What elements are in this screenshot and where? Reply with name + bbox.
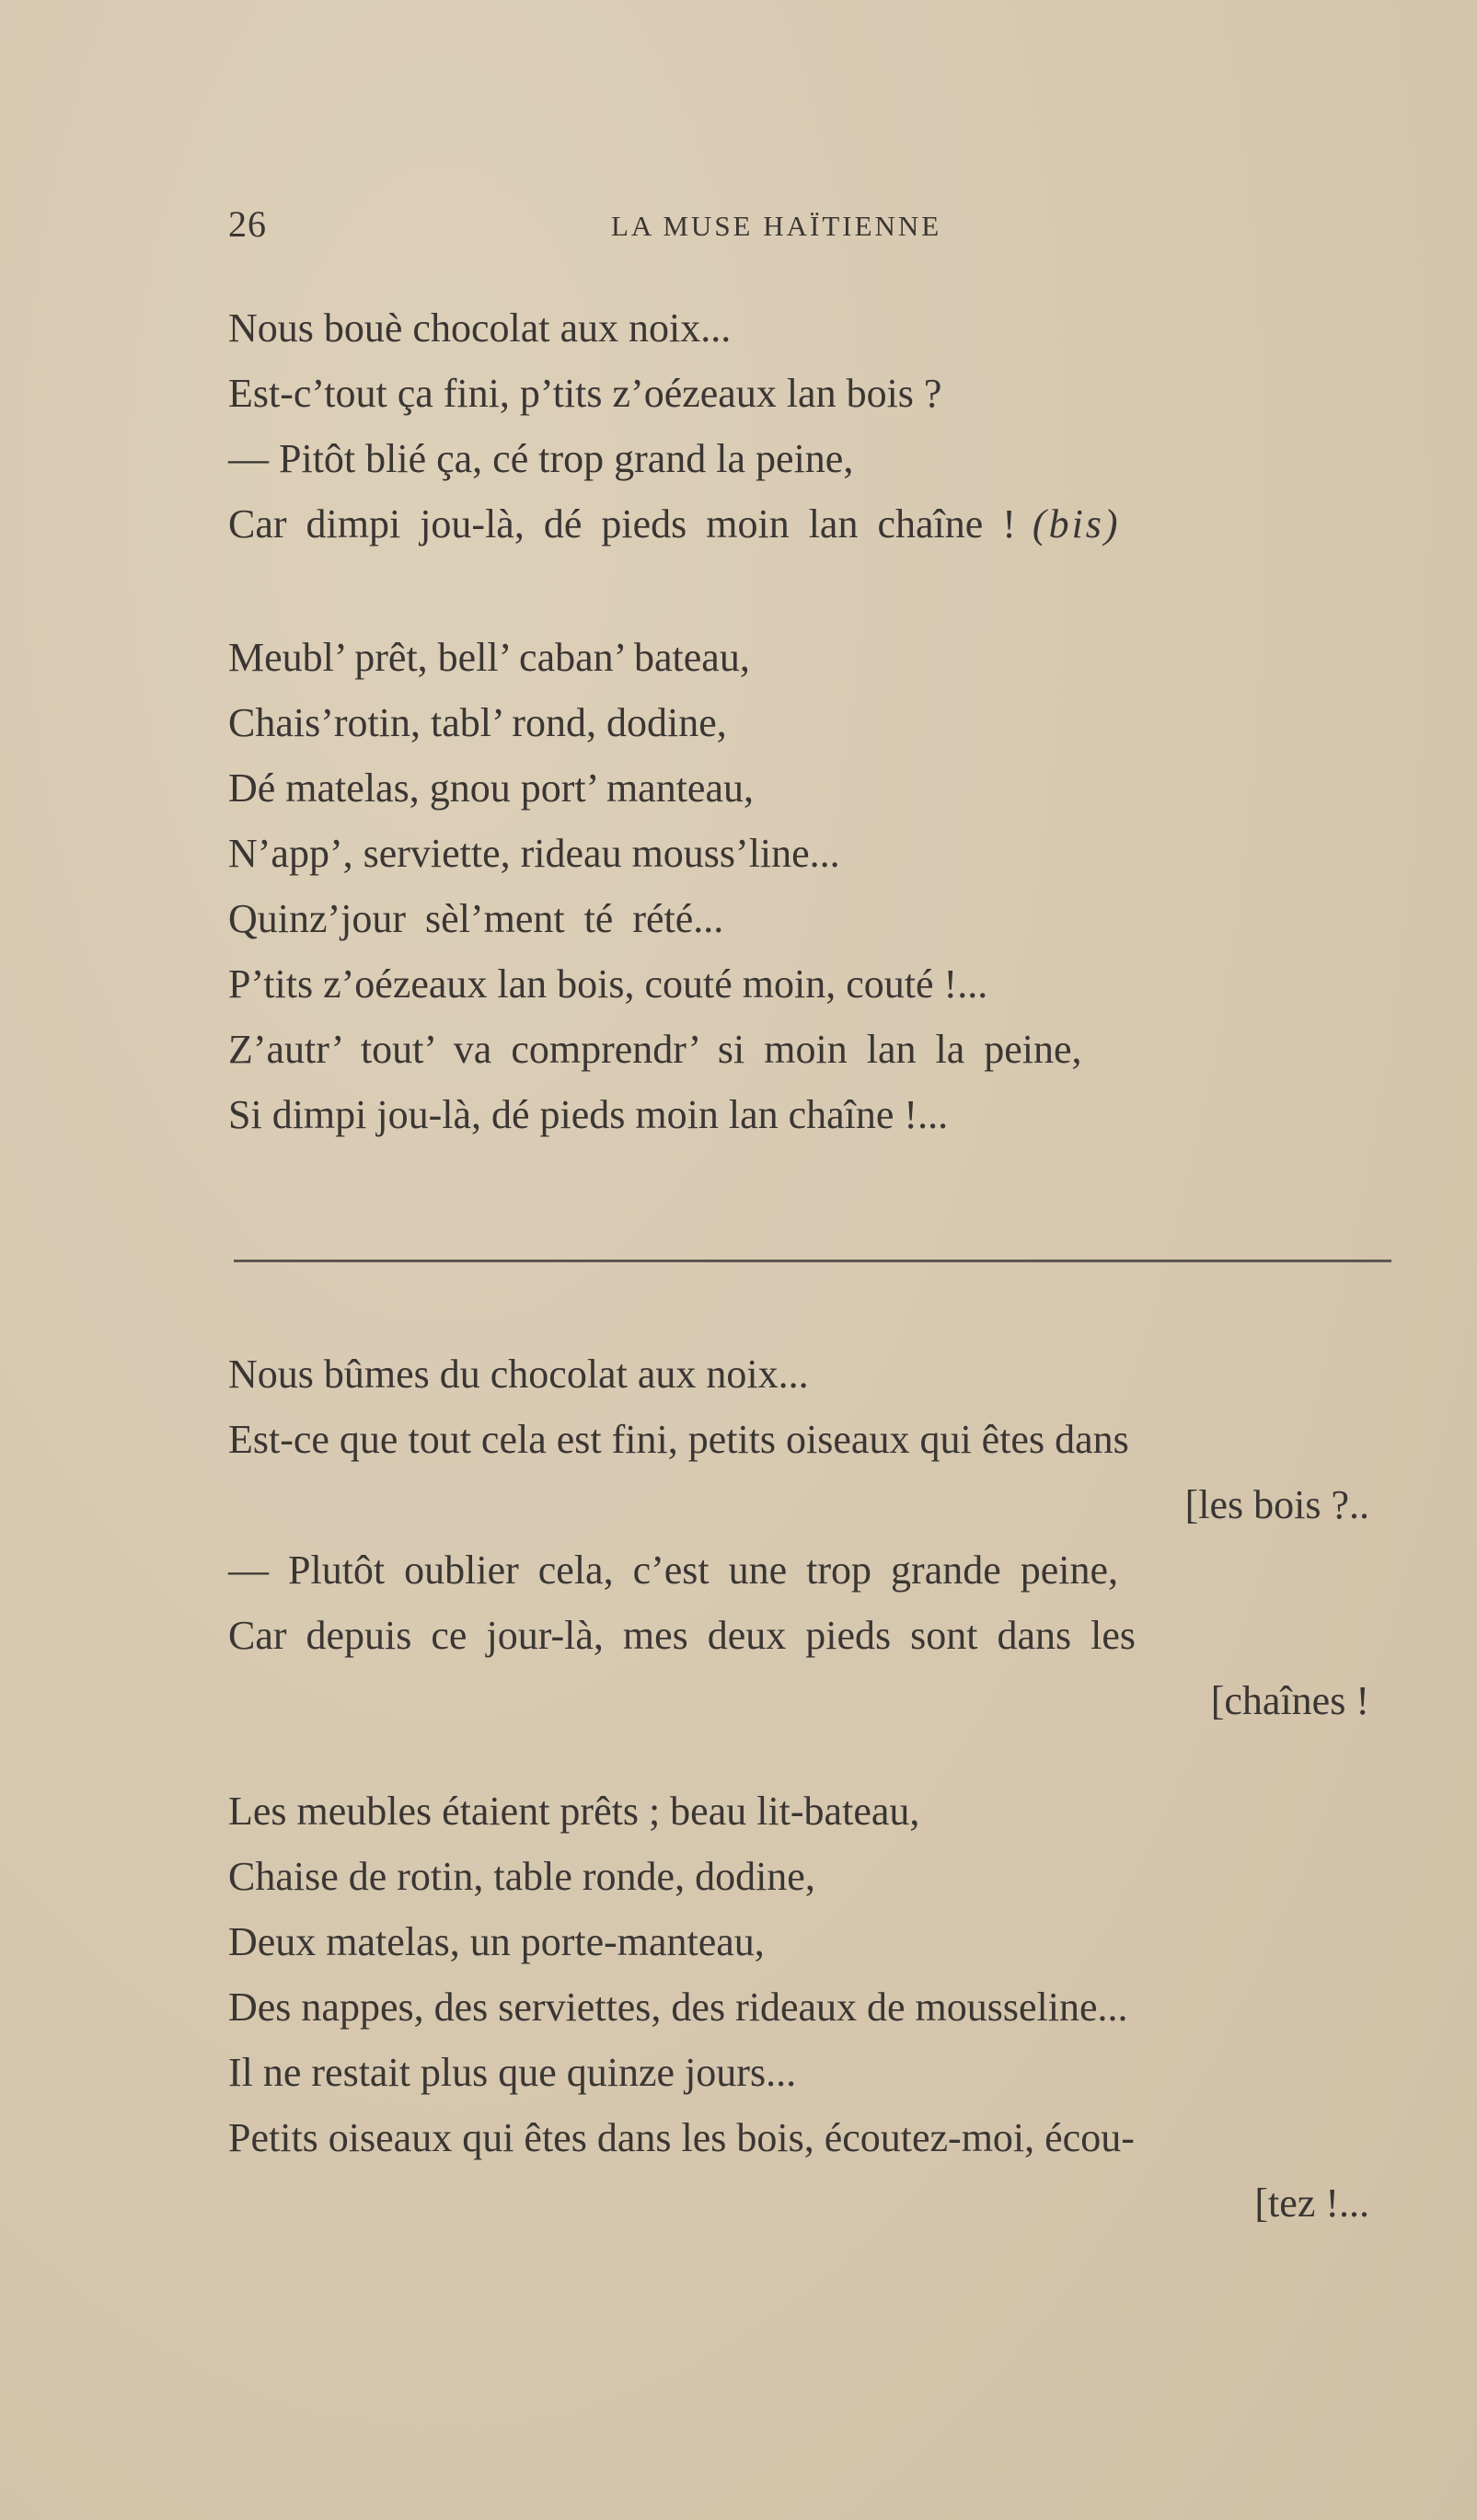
poem-line bbox=[228, 491, 1406, 557]
section-divider bbox=[234, 1260, 1391, 1262]
poem-line: Les meubles étaient prêts ; beau lit-bateau, bbox=[228, 1789, 920, 1834]
page-header bbox=[228, 202, 1397, 258]
creole-stanza-2 bbox=[228, 625, 1406, 1147]
poem-line: — Plutôt oublier cela, c’est une trop grande peine, bbox=[228, 1548, 1119, 1593]
poem-line: N’app’, serviette, rideau mouss’line... bbox=[228, 831, 840, 876]
bis-marker: (bis) bbox=[1032, 501, 1121, 547]
poem-line-continuation: [tez !... bbox=[1254, 2181, 1369, 2226]
poem-line: Meubl’ prêt, bell’ caban’ bateau, bbox=[228, 635, 750, 680]
translation-stanza-2 bbox=[228, 1778, 1406, 2236]
poem-line: Nous bouè chocolat aux noix... bbox=[228, 305, 732, 351]
poem-line: Chaise de rotin, table ronde, dodine, bbox=[228, 1854, 815, 1899]
poem-line: Il ne restait plus que quinze jours... bbox=[228, 2050, 797, 2095]
creole-stanza-1 bbox=[228, 295, 1406, 557]
running-title: LA MUSE HAÏTIENNE bbox=[611, 210, 942, 242]
page-number: 26 bbox=[228, 203, 267, 245]
poem-line: — Pitôt blié ça, cé trop grand la peine, bbox=[228, 436, 854, 481]
poem-line: Si dimpi jou-là, dé pieds moin lan chaîne !... bbox=[228, 1092, 949, 1137]
poem-line-continuation: [les bois ?.. bbox=[1184, 1482, 1369, 1527]
poem-line: Petits oiseaux qui êtes dans les bois, écoutez-moi, écou- bbox=[228, 2115, 1135, 2160]
poem-line: Dé matelas, gnou port’ manteau, bbox=[228, 765, 754, 811]
translation-stanza-1 bbox=[228, 1341, 1406, 1733]
poem-line: P’tits z’oézeaux lan bois, couté moin, couté !... bbox=[228, 961, 988, 1007]
poem-line: Deux matelas, un porte-manteau, bbox=[228, 1919, 765, 1964]
poem-line-continuation: [chaînes ! bbox=[1210, 1678, 1369, 1723]
poem-line: Est-c’tout ça fini, p’tits z’oézeaux lan bois ? bbox=[228, 371, 942, 416]
poem-line: Quinz’jour sèl’ment té rété... bbox=[228, 896, 724, 941]
poem-line: Car depuis ce jour-là, mes deux pieds sont dans les bbox=[228, 1613, 1137, 1658]
poem-line: Z’autr’ tout’ va comprendr’ si moin lan la peine, bbox=[228, 1027, 1082, 1072]
poem-line: Nous bûmes du chocolat aux noix... bbox=[228, 1352, 809, 1397]
poem-line: Des nappes, des serviettes, des rideaux de mousseline... bbox=[228, 1985, 1128, 2030]
poem-line: Chais’rotin, tabl’ rond, dodine, bbox=[228, 700, 727, 745]
poem-line-text: Car dimpi jou-là, dé pieds moin lan chaîne ! bbox=[228, 501, 1016, 547]
poem-line: Est-ce que tout cela est fini, petits oiseaux qui êtes dans bbox=[228, 1417, 1129, 1462]
